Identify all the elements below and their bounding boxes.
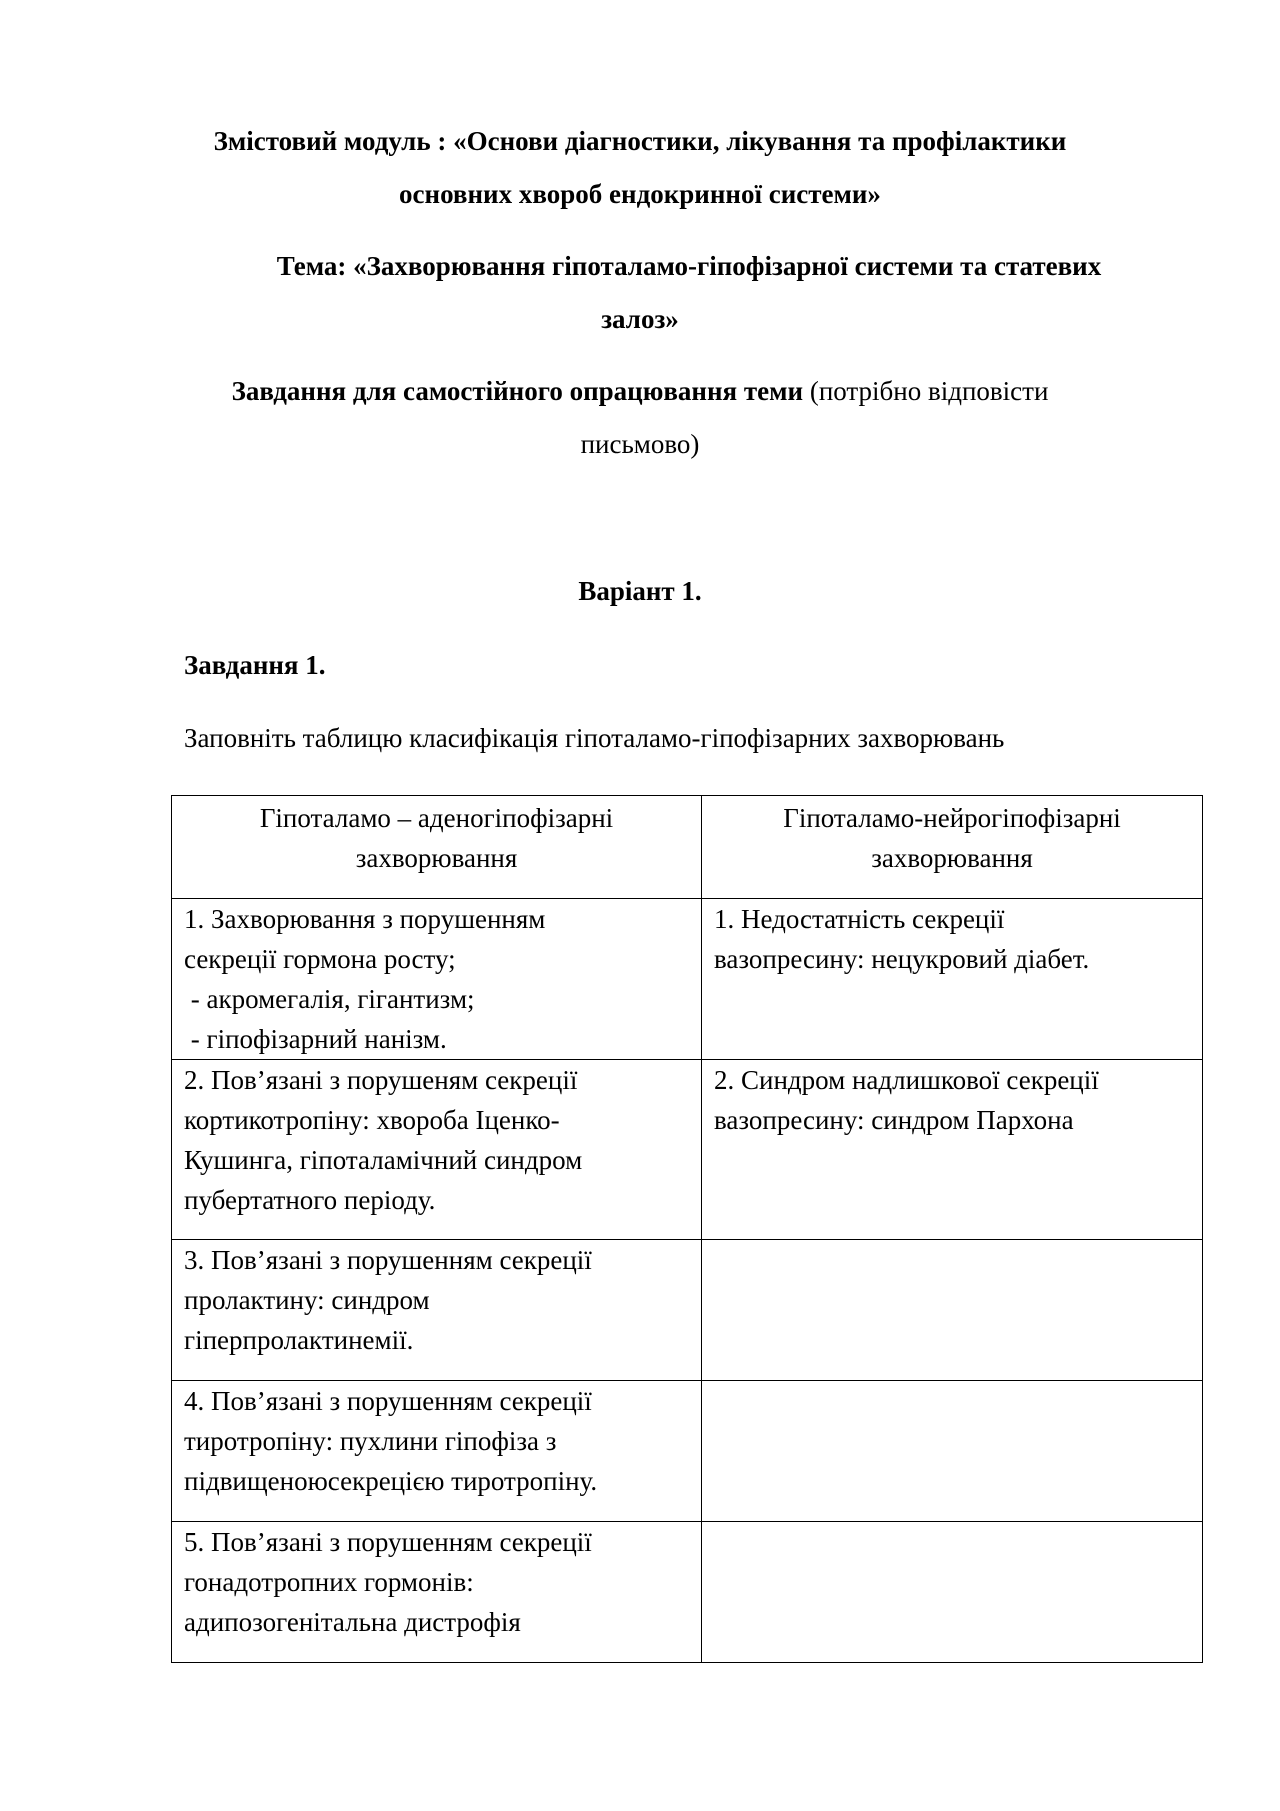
table-row [172,1240,1203,1381]
task-1-instruction: Заповніть таблицю класифікація гіпоталамо-гіпофізарних захворювань [184,723,1005,753]
cell-line: підвищеноюсекрецією тиротропіну. [184,1466,598,1496]
task-instruction-note: (потрібно відповісти [803,376,1049,406]
topic-title-line-1: Тема: «Захворювання гіпоталамо-гіпофізарної системи та статевих [276,251,1102,281]
topic-title-line-2: залоз» [601,304,679,334]
table-cell-right[interactable] [702,1060,1203,1240]
cell-line: 1. Захворювання з порушенням [184,904,546,934]
variant-heading: Варіант 1. [578,576,702,606]
task-1-heading: Завдання 1. [184,650,326,680]
table-cell-left[interactable] [172,899,702,1060]
table-cell-left[interactable] [172,1381,702,1522]
column-header-neurohypophyseal [702,796,1203,899]
cell-line: адипозогенітальна дистрофія [184,1607,521,1637]
cell-line: Кушинга, гіпоталамічний синдром [184,1145,583,1175]
cell-line: 3. Пов’язані з порушенням секреції [184,1245,592,1275]
table-cell-right[interactable] [702,899,1203,1060]
cell-line: тиротропіну: пухлини гіпофіза з [184,1426,557,1456]
column-header-line: Гіпоталамо – аденогіпофізарні [259,803,614,833]
module-title-line-1: Змістовий модуль : «Основи діагностики, лікування та профілактики [213,126,1067,156]
cell-line: 1. Недостатність секреції [714,904,1005,934]
cell-line: вазопресину: нецукровий діабет. [714,944,1090,974]
table-cell-left[interactable] [172,1060,702,1240]
column-header-line: захворювання [871,843,1033,873]
task-instruction-line-1 [0,374,1280,408]
cell-line: гонадотропних гормонів: [184,1567,474,1597]
module-title-line-2: основних хвороб ендокринної системи» [399,179,881,209]
table-row [172,1381,1203,1522]
column-header-line: захворювання [355,843,518,873]
table-cell-right-empty[interactable] [702,1240,1203,1381]
task-instruction-bold: Завдання для самостійного опрацювання теми [231,376,804,406]
cell-line: секреції гормона росту; [184,944,456,974]
cell-line: кортикотропіну: хвороба Іценко- [184,1105,560,1135]
table-row [172,899,1203,1060]
cell-line: - акромегалія, гігантизм; [184,984,475,1014]
cell-line: вазопресину: синдром Пархона [714,1105,1074,1135]
table-header-row [172,796,1203,899]
cell-line: 4. Пов’язані з порушенням секреції [184,1386,592,1416]
cell-line: 5. Пов’язані з порушенням секреції [184,1527,592,1557]
table-row [172,1060,1203,1240]
table-row [172,1522,1203,1663]
cell-line: пролактину: синдром [184,1285,430,1315]
column-header-adenohypophyseal [172,796,702,899]
cell-line: 2. Синдром надлишкової секреції [714,1065,1099,1095]
table-cell-left[interactable] [172,1240,702,1381]
task-instruction-line-2: письмово) [580,429,700,459]
table-cell-right-empty[interactable] [702,1522,1203,1663]
cell-line: пубертатного періоду. [184,1185,436,1215]
cell-line: 2. Пов’язані з порушеням секреції [184,1065,578,1095]
column-header-line: Гіпоталамо-нейрогіпофізарні [783,803,1121,833]
table-cell-right-empty[interactable] [702,1381,1203,1522]
classification-table [171,795,1203,1663]
cell-line: гіперпролактинемії. [184,1325,414,1355]
table-cell-left[interactable] [172,1522,702,1663]
cell-line: - гіпофізарний нанізм. [184,1024,447,1054]
